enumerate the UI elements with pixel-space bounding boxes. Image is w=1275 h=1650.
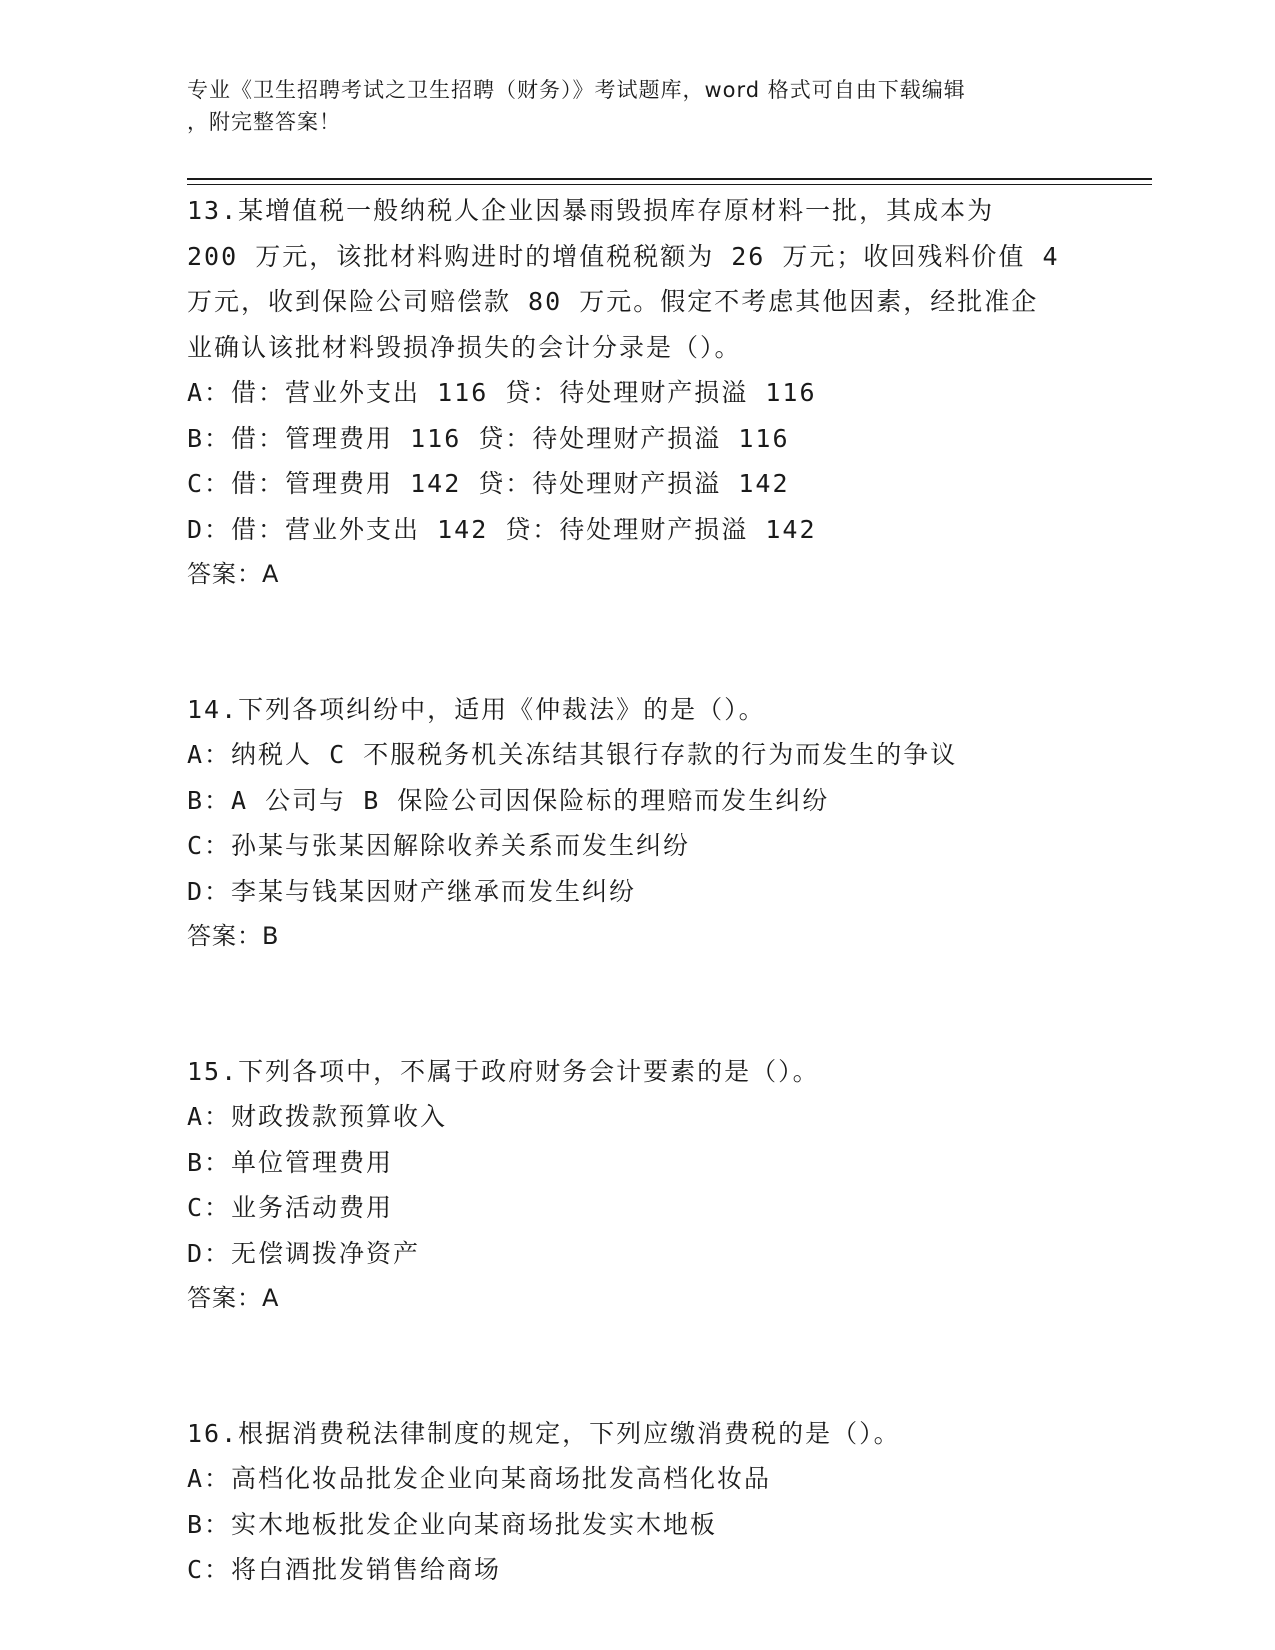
- option-a: A：纳税人 C 不服税务机关冻结其银行存款的行为而发生的争议: [187, 740, 958, 769]
- question-stem-line: 万元，收到保险公司赔偿款 80 万元。假定不考虑其他因素，经批准企: [187, 287, 1039, 316]
- option-b: B：单位管理费用: [187, 1147, 394, 1177]
- question-spacer: [187, 598, 1087, 687]
- question-stem-line: 16.根据消费税法律制度的规定，下列应缴消费税的是（）。: [187, 1418, 901, 1448]
- option-d: D：李某与钱某因财产继承而发生纠纷: [187, 876, 637, 906]
- option-a: A：财政拨款预算收入: [187, 1102, 448, 1131]
- answer-line: 答案：A: [187, 560, 280, 588]
- question-list: [187, 188, 1087, 1593]
- header-divider-thin: [187, 184, 1152, 185]
- header-divider-thick: [187, 178, 1152, 180]
- question-spacer: [187, 960, 1087, 1049]
- option-a: A：高档化妆品批发企业向某商场批发高档化妆品: [187, 1464, 772, 1493]
- option-b: B：实木地板批发企业向某商场批发实木地板: [187, 1509, 718, 1539]
- question-stem-line: 15.下列各项中，不属于政府财务会计要素的是（）。: [187, 1056, 820, 1086]
- answer-line: 答案：B: [187, 922, 280, 950]
- question-stem-line: 200 万元，该批材料购进时的增值税税额为 26 万元；收回残料价值 4: [187, 241, 1060, 271]
- question-stem-line: 14.下列各项纠纷中，适用《仲裁法》的是（）。: [187, 694, 766, 724]
- option-b: B：A 公司与 B 保险公司因保险标的理赔而发生纠纷: [187, 785, 830, 815]
- option-c: C：借：管理费用 142 贷：待处理财产损溢 142: [187, 469, 790, 498]
- option-d: D：借：营业外支出 142 贷：待处理财产损溢 142: [187, 514, 817, 544]
- question-16: [187, 1411, 1087, 1593]
- question-14: [187, 687, 1087, 960]
- header-line-1: 专业《卫生招聘考试之卫生招聘（财务）》考试题库，word 格式可自由下载编辑: [187, 78, 966, 102]
- question-15: [187, 1049, 1087, 1322]
- header-line-2: ，附完整答案！: [187, 110, 341, 134]
- option-a: A：借：营业外支出 116 贷：待处理财产损溢 116: [187, 378, 817, 407]
- question-13: [187, 188, 1087, 598]
- option-b: B：借：管理费用 116 贷：待处理财产损溢 116: [187, 423, 790, 453]
- question-stem-line: 13.某增值税一般纳税人企业因暴雨毁损库存原材料一批，其成本为: [187, 196, 995, 225]
- option-c: C：业务活动费用: [187, 1193, 394, 1222]
- question-stem-line: 业确认该批材料毁损净损失的会计分录是（）。: [187, 332, 742, 362]
- answer-line: 答案：A: [187, 1284, 280, 1312]
- question-spacer: [187, 1322, 1087, 1411]
- option-d: D：无偿调拨净资产: [187, 1238, 421, 1268]
- option-c: C：孙某与张某因解除收养关系而发生纠纷: [187, 831, 691, 860]
- document-header: [187, 74, 1067, 138]
- option-c: C：将白酒批发销售给商场: [187, 1555, 502, 1584]
